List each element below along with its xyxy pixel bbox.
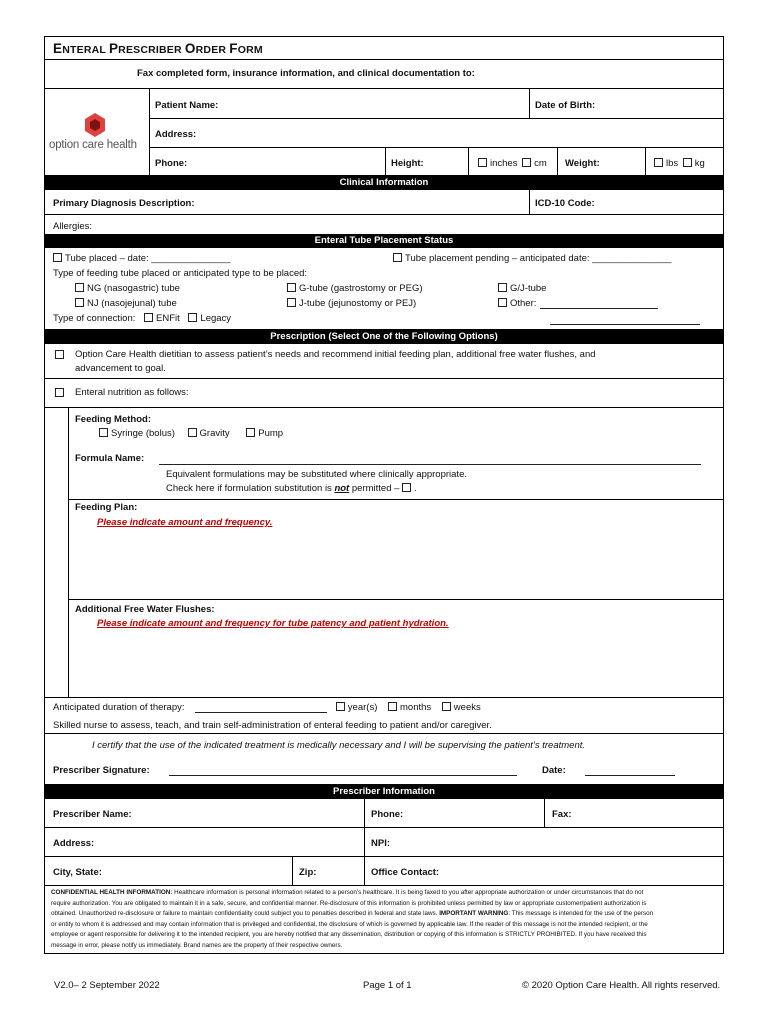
nj-option: NJ (nasojejunal) tube bbox=[75, 298, 177, 309]
kg-checkbox[interactable] bbox=[683, 158, 692, 167]
duration-field[interactable] bbox=[195, 702, 327, 713]
gj-checkbox[interactable] bbox=[498, 283, 507, 292]
prescriber-row2 bbox=[45, 828, 723, 857]
rx-option1-line1: Option Care Health dietitian to assess patient’s needs and recommend initial feeding plan, additional free water flushes, and bbox=[75, 349, 596, 360]
other-checkbox[interactable] bbox=[498, 298, 507, 307]
other-option: Other: bbox=[498, 298, 658, 309]
rx-option2-checkbox[interactable] bbox=[55, 388, 64, 397]
dob-label: Date of Birth: bbox=[535, 100, 596, 111]
substitution-checkbox[interactable] bbox=[402, 483, 411, 492]
logo bbox=[45, 89, 149, 176]
other-field-line2[interactable] bbox=[550, 314, 700, 325]
certify-statement: I certify that the use of the indicated treatment is medically necessary and I will be supervising the patient’s treatment. bbox=[92, 740, 586, 751]
rx-option2-label: Enteral nutrition as follows: bbox=[75, 387, 189, 398]
tube-section bbox=[45, 248, 723, 330]
sig-date-label: Date: bbox=[542, 765, 566, 776]
legacy-checkbox[interactable] bbox=[188, 313, 197, 322]
other-field[interactable] bbox=[540, 308, 658, 309]
prescription-header: Prescription (Select One of the Following Options) bbox=[45, 330, 723, 344]
fax-row bbox=[45, 60, 723, 89]
feeding-plan-label: Feeding Plan: bbox=[75, 502, 138, 513]
diagnosis-row bbox=[45, 190, 723, 215]
rx-option1-checkbox[interactable] bbox=[55, 350, 64, 359]
tube-placed: Tube placed – date: _______________ bbox=[53, 253, 231, 264]
connection-row: Type of connection: ENFit Legacy bbox=[53, 313, 232, 324]
npi-label: NPI: bbox=[371, 838, 390, 849]
duration-line: Anticipated duration of therapy: year(s) months weeks bbox=[53, 702, 481, 713]
prescriber-address-label: Address: bbox=[53, 838, 95, 849]
feeding-method-label: Feeding Method: bbox=[75, 414, 151, 425]
cm-checkbox[interactable] bbox=[522, 158, 531, 167]
signature-field[interactable] bbox=[169, 765, 517, 776]
j-checkbox[interactable] bbox=[287, 298, 296, 307]
equiv-note: Equivalent formulations may be substituted where clinically appropriate. bbox=[166, 469, 467, 480]
prescriber-name-label: Prescriber Name: bbox=[53, 809, 132, 820]
tube-pending: Tube placement pending – anticipated date: _______________ bbox=[393, 253, 671, 264]
diagnosis-label: Primary Diagnosis Description: bbox=[53, 198, 195, 209]
icd-label: ICD-10 Code: bbox=[535, 198, 595, 209]
nj-checkbox[interactable] bbox=[75, 298, 84, 307]
phone-label: Phone: bbox=[155, 158, 188, 169]
inches-checkbox[interactable] bbox=[478, 158, 487, 167]
tube-pending-checkbox[interactable] bbox=[393, 253, 402, 262]
confidentiality-notice: CONFIDENTIAL HEALTH INFORMATION: Healthcare information is personal information related to a person’s healthcare. It is being faxed to you after appropriate authorization or under circumstances that do not require authorization. You are obligated to maintain it in a safe, secure, and confidential manner. Re-disclosure of this information is prohibited unless permitted by law or appropriate customer/patient authorization is obtained. Unauthorized re-disclosure or failure to maintain confidentiality could subject you to penalties described in federal and state laws. IMPORTANT WARNING: This message is intended for the use of the person or entity to whom it is addressed and may contain information that is privileged and confidential, the disclosure of which is governed by applicable law. If the reader of this message is not the intended recipient, or the employee or agent responsible for delivering it to the intended recipient, you are hereby notified that any dissemination, distribution or copying of this information is STRICTLY PROHIBITED. If you have received this message in error, please notify us immediately. Brand names are the property of their respective owners. bbox=[51, 889, 654, 949]
prescriber-header: Prescriber Information bbox=[45, 785, 723, 799]
prescriber-row1 bbox=[45, 799, 723, 828]
clinical-header: Clinical Information bbox=[45, 176, 723, 190]
rx-option1-row bbox=[45, 344, 723, 379]
form-title-row bbox=[45, 37, 723, 60]
prescriber-fax-label: Fax: bbox=[552, 809, 572, 820]
tube-type-label: Type of feeding tube placed or anticipated type to be placed: bbox=[53, 268, 308, 279]
allergies-row bbox=[45, 215, 723, 234]
logo-text: option care health bbox=[49, 139, 137, 151]
enfit-checkbox[interactable] bbox=[144, 313, 153, 322]
prescriber-phone-label: Phone: bbox=[371, 809, 404, 820]
feeding-method-options: Syringe (bolus) Gravity Pump bbox=[99, 428, 283, 439]
gravity-checkbox[interactable] bbox=[188, 428, 197, 437]
flush-label: Additional Free Water Flushes: bbox=[75, 604, 215, 615]
signature-label: Prescriber Signature: bbox=[53, 765, 150, 776]
copyright: © 2020 Option Care Health. All rights reserved. bbox=[522, 980, 721, 991]
lbs-checkbox[interactable] bbox=[654, 158, 663, 167]
tube-header: Enteral Tube Placement Status bbox=[45, 234, 723, 248]
certify-row bbox=[45, 734, 723, 785]
weeks-checkbox[interactable] bbox=[442, 702, 451, 711]
formula-field[interactable] bbox=[159, 453, 701, 465]
rx-option1-line2: advancement to goal. bbox=[75, 363, 166, 374]
feeding-plan-hint: Please indicate amount and frequency. bbox=[97, 517, 273, 528]
logo-mark-icon bbox=[85, 113, 105, 137]
rx-option2-row bbox=[45, 379, 723, 408]
months-checkbox[interactable] bbox=[388, 702, 397, 711]
sig-date-field[interactable] bbox=[585, 765, 675, 776]
years-checkbox[interactable] bbox=[336, 702, 345, 711]
g-checkbox[interactable] bbox=[287, 283, 296, 292]
gj-option: G/J-tube bbox=[498, 283, 546, 294]
tube-placed-checkbox[interactable] bbox=[53, 253, 62, 262]
fax-instruction: Fax completed form, insurance information, and clinical documentation to: bbox=[137, 68, 475, 79]
city-state-label: City, State: bbox=[53, 867, 102, 878]
weight-units: lbs kg bbox=[654, 158, 705, 169]
substitution-note: Check here if formulation substitution is not permitted – . bbox=[166, 483, 417, 494]
flush-hint: Please indicate amount and frequency for tube patency and patient hydration. bbox=[97, 618, 449, 629]
pump-checkbox[interactable] bbox=[246, 428, 255, 437]
address-label: Address: bbox=[155, 129, 197, 140]
enteral-order-form bbox=[44, 36, 724, 954]
ng-checkbox[interactable] bbox=[75, 283, 84, 292]
formula-label: Formula Name: bbox=[75, 453, 145, 464]
j-option: J-tube (jejunostomy or PEJ) bbox=[287, 298, 416, 309]
g-option: G-tube (gastrostomy or PEG) bbox=[287, 283, 423, 294]
page-number: Page 1 of 1 bbox=[363, 980, 412, 991]
rx-details bbox=[45, 408, 723, 697]
height-label: Height: bbox=[391, 158, 424, 169]
skilled-nurse: Skilled nurse to assess, teach, and train self-administration of enteral feeding to patient and/or caregiver. bbox=[53, 720, 492, 731]
form-title: ENTERAL PRESCRIBER ORDER FORM bbox=[53, 41, 263, 56]
weight-label: Weight: bbox=[565, 158, 600, 169]
allergies-label: Allergies: bbox=[53, 221, 93, 232]
office-contact-label: Office Contact: bbox=[371, 867, 440, 878]
zip-label: Zip: bbox=[299, 867, 317, 878]
ng-option: NG (nasogastric) tube bbox=[75, 283, 180, 294]
duration-row bbox=[45, 697, 723, 734]
version-text: V2.0– 2 September 2022 bbox=[54, 980, 160, 991]
patient-block bbox=[45, 89, 723, 176]
prescriber-row3 bbox=[45, 857, 723, 886]
syringe-checkbox[interactable] bbox=[99, 428, 108, 437]
patient-name-label: Patient Name: bbox=[155, 100, 219, 111]
height-units: inches cm bbox=[478, 158, 547, 169]
